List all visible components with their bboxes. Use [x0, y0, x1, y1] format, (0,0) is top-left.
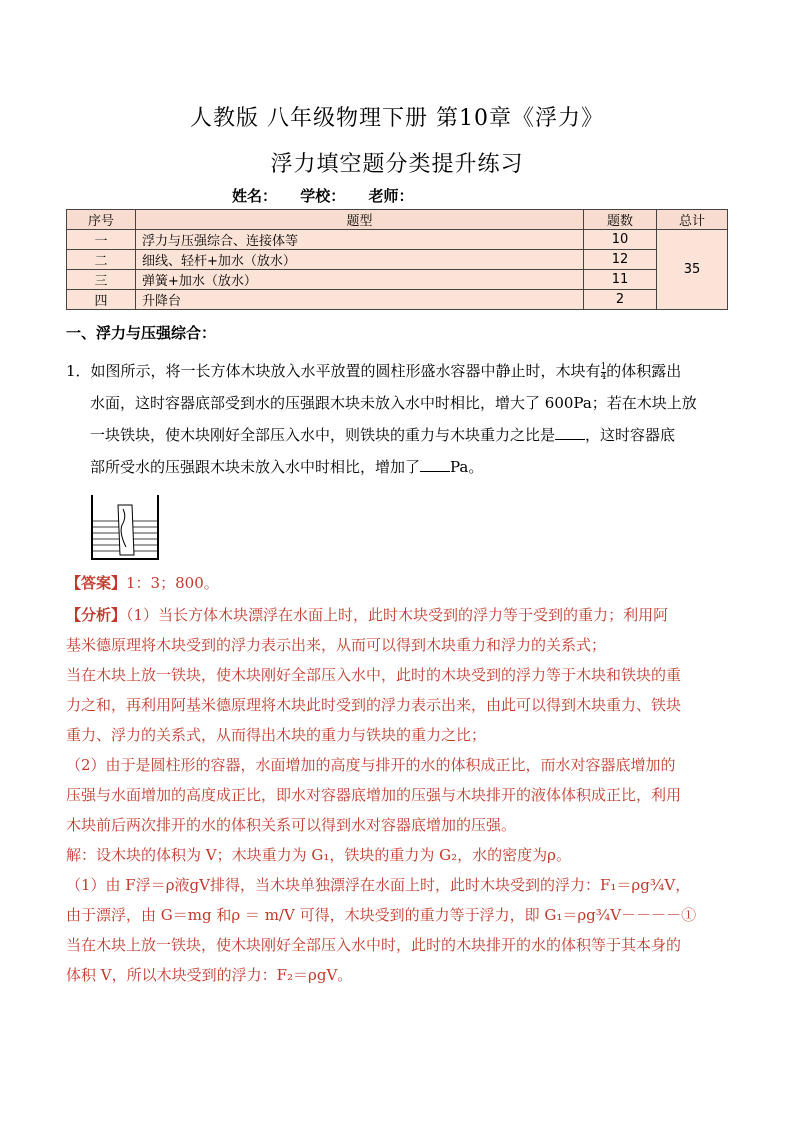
analysis-line: 【分析】（1）当长方体木块漂浮在水面上时，此时木块受到的浮力等于受到的重力；利用阿 — [66, 606, 669, 624]
row-no: 四 — [67, 290, 136, 310]
table-row — [67, 230, 728, 250]
page-subtitle: 浮力填空题分类提升练习 — [270, 152, 524, 177]
question-text: 的体积露出 — [606, 362, 682, 380]
row-count: 11 — [584, 270, 657, 290]
answer-tag: 【答案】 — [66, 574, 127, 592]
header-no: 序号 — [67, 210, 136, 230]
question-text: 部所受水的压强跟木块未放入水中时相比，增加了 — [90, 458, 421, 476]
row-count: 2 — [584, 290, 657, 310]
question-line — [66, 355, 731, 387]
analysis-line: （2）由于是圆柱形的容器，水面增加的高度与排开的水的体积成正比，而水对容器底增加的 — [66, 756, 676, 774]
row-count: 10 — [584, 230, 657, 250]
header-count: 题数 — [584, 210, 657, 230]
name-label: 姓名： — [232, 187, 278, 205]
answer-line — [66, 568, 734, 598]
analysis-line: 重力、浮力的关系式，从而得出木块的重力与铁块的重力之比； — [66, 726, 487, 744]
question-text: 1．如图所示，将一长方体木块放入水平放置的圆柱形盛水容器中静止时，木块有 — [66, 362, 601, 380]
analysis-line: 力之和，再利用阿基米德原理将木块此时受到的浮力表示出来，由此可以得到木块重力、铁块 — [66, 696, 682, 714]
table-header-row — [67, 210, 728, 230]
question-line: 水面，这时容器底部受到水的压强跟木块未放入水中时相比，增大了 600Pa；若在木块上放 — [90, 394, 697, 412]
question-line — [66, 419, 731, 451]
answer-blank — [555, 425, 585, 440]
row-count: 12 — [584, 250, 657, 270]
school-label: 学校： — [300, 187, 346, 205]
solution-line: 体积 V，所以木块受到的浮力：F₂＝ρgV。 — [66, 966, 353, 984]
question-text: Pa。 — [450, 458, 484, 476]
solution-line: 当在木块上放一铁块，使木块刚好全部压入水中时，此时的木块排开的水的体积等于其本身的 — [66, 936, 682, 954]
total-cell: 35 — [657, 230, 728, 310]
row-no: 一 — [67, 230, 136, 250]
question-1 — [66, 355, 731, 483]
summary-table — [66, 209, 728, 310]
teacher-label: 老师： — [368, 187, 414, 205]
student-info — [232, 185, 432, 206]
row-type: 细线、轻杆+加水（放水） — [136, 250, 584, 270]
section-heading: 一、浮力与压强综合： — [66, 324, 217, 342]
table-row — [67, 270, 728, 290]
analysis-line: 当在木块上放一铁块，使木块刚好全部压入水中，此时的木块受到的浮力等于木块和铁块的重 — [66, 666, 682, 684]
header-total: 总计 — [657, 210, 728, 230]
container-figure — [90, 493, 162, 561]
fraction: $\frac{1}{4}$ — [600, 361, 607, 382]
question-text: 一块铁块，使木块刚好全部压入水中，则铁块的重力与木块重力之比是 — [90, 426, 556, 444]
page-title: 人教版 八年级物理下册 第10章《浮力》 — [190, 106, 604, 131]
answer-blank — [420, 457, 450, 472]
row-type: 浮力与压强综合、连接体等 — [136, 230, 584, 250]
analysis-block — [66, 600, 734, 990]
solution-line: 解：设木块的体积为 V；木块重力为 G₁，铁块的重力为 G₂，水的密度为ρ。 — [66, 846, 571, 864]
analysis-line: 木块前后两次排开的水的体积关系可以得到水对容器底增加的压强。 — [66, 816, 517, 834]
row-type: 升降台 — [136, 290, 584, 310]
analysis-line: 压强与水面增加的高度成正比，即水对容器底增加的压强与木块排开的液体体积成正比，利用 — [66, 786, 682, 804]
solution-line: （1）由 F浮＝ρ液gV排得，当木块单独漂浮在水面上时，此时木块受到的浮力：F₁＝ρg¾V， — [66, 876, 691, 894]
row-type: 弹簧+加水（放水） — [136, 270, 584, 290]
row-no: 二 — [67, 250, 136, 270]
question-line — [66, 451, 731, 483]
question-text: ，这时容器底 — [585, 426, 676, 444]
header-type: 题型 — [136, 210, 584, 230]
table-row — [67, 250, 728, 270]
solution-line: 由于漂浮，由 G＝mg 和ρ ＝ m/V 可得，木块受到的重力等于浮力，即 G₁＝ρg¾V－－－－① — [66, 906, 697, 924]
table-row — [67, 290, 728, 310]
row-no: 三 — [67, 270, 136, 290]
wood-block — [118, 505, 134, 555]
analysis-line: 基米德原理将木块受到的浮力表示出来，从而可以得到木块重力和浮力的关系式； — [66, 636, 607, 654]
answer-text: 1：3；800。 — [126, 574, 219, 592]
